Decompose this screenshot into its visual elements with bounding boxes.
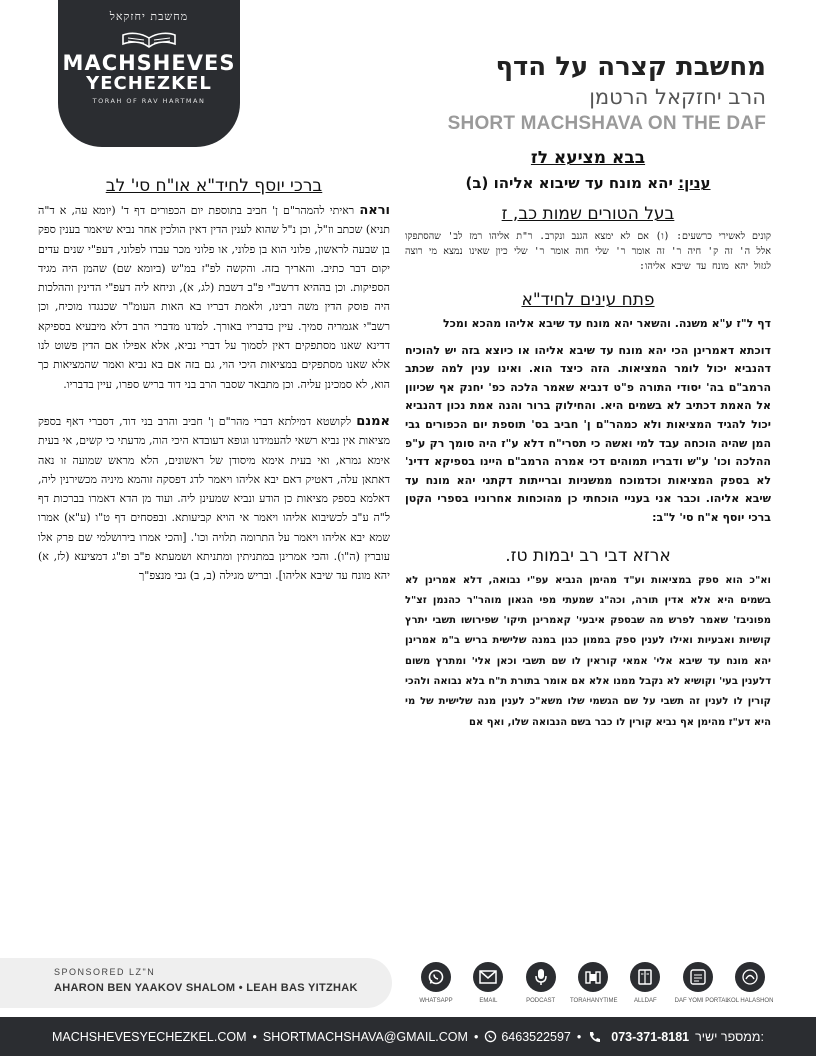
- sponsor-box: [0, 958, 392, 1008]
- hotline-label: :ממספר ישיר: [695, 1029, 764, 1044]
- whatsapp-icon: [484, 1030, 497, 1043]
- inyan-label: ענין:: [678, 174, 711, 192]
- torahanytime-icon: [584, 969, 602, 985]
- email-label: EMAIL: [479, 998, 498, 1004]
- paragraph-1-lead-word: וראה: [359, 203, 390, 218]
- pesach-einayim-body: דוכתא דאמרינן הכי יהא מונח עד שיבא אליהו או כיוצא בזה יש להוכיח דהנביא יכול לומר המציאות. הזה כיצד הוא. ואינו ענין למה שכתב הרמב"ם בה' יסודי התורה פ"ט דנביא שאמר הלכה כפ' יחנק אף שכיוון אל האמת דכתיב לא בשמים היא. והחילוק ברור והנה אמת נכון דהנביא יכול להגיד המציאות ולא כמהר"ם ן' חביב בס' תוספת יום הכפורים גבי המן שהיה הוכחה עבד למי ואשה כי תסרי"ח דלא ע"ז היה סומך רק ע"פ ההלכה וכו' ע"ש ודבריו תמוהים דכי אמרה הרמב"ם היינו בספיקא דדינ' לא בספק המציאות וכדמוכח ממשניות וברייתות דקתני יהא מונח עד שיבא אליהו. וכבר אני בעניי הוכחתי כן מהוכחות אחרוניו בספרי הקטן ברכי יוסף א"ח סי' ל"ב:: [405, 343, 771, 524]
- kol-halashon-link[interactable]: [727, 962, 773, 1004]
- platform-links: [413, 962, 773, 1004]
- alldaf-link[interactable]: [622, 962, 668, 1004]
- logo-hebrew: מחשבת יחזקאל: [109, 10, 189, 23]
- hotline-phone-icon: [587, 1030, 603, 1044]
- daf-title: בבא מציעא לז: [530, 148, 646, 168]
- kol-halashon-label: KOL HALASHON: [726, 998, 774, 1004]
- birkei-yosef-paragraph-2: [38, 412, 390, 586]
- sponsor-names: AHARON BEN YAAKOV SHALOM • LEAH BAS YITZHAK: [54, 982, 358, 994]
- torahanytime-label: TORAHANYTIME: [569, 998, 618, 1004]
- logo-badge: [58, 0, 240, 147]
- separator-dot: •: [252, 1029, 257, 1044]
- paragraph-2-lead-word: אמנם: [356, 413, 391, 429]
- daf-yomi-portal-icon: [689, 968, 707, 986]
- podcast-label: PODCAST: [526, 998, 556, 1004]
- brand-tagline: TORAH OF RAV HARTMAN: [92, 97, 206, 105]
- page-header: [406, 52, 766, 135]
- paragraph-1-text: ראיתי להמהר"ם ן' חביב בתוספת יום הכפורים דף ד' (יומא עה, א ד"ה תניא) שכתב וז"ל, וכן נ"ל שהוא לענין הדין דאין הולכין אחר נביא שיאמר בענין ספק בן שבעה לראשון, פלוני הוא בן פלוני, או פלוני מכר עבדו לפלוני, דעפ"י שנים עדים יקום דבר כתיב. והאריך בזה. והקשה לפ"ז במ"ש (ביומא שם) שהמן היה מגיד הספיקות. וכן בההיא דרשב"י פ"ב דשבת (לג, א), וניחא ליה דעפ"י הדינין וההלכות היה פוסק הדין משה רבינו, ולאמת דבריו בא האות העומ"ר שכנגדו מוכיח, וכן רשב"י אגמריה סמיך. עיין בדבריו באורך. למדנו מדברי הרב דלא מיבעיא בספיקא דדינא שאנו מסתפקים דאין לסמוך על דברי נביא, אלא אפילו אם הדין פשוט לנו אלא שאנו מסתפקים במציאות היכי הוי, גם בזה אם בא נביא ואמר שהמציאות כך הוא, לא סמכינן עליה. וכן מתבאר שסבר הרב בני דוד בריש ספרו, עיין בדבריו.: [38, 204, 390, 391]
- email-icon: [479, 970, 497, 984]
- hotline-number[interactable]: 073-371-8181: [611, 1029, 690, 1044]
- separator-dot: •: [473, 1029, 479, 1044]
- brand-name-line1: MACHSHEVES: [62, 51, 236, 75]
- page-title: מחשבת קצרה על הדף: [495, 52, 766, 82]
- whatsapp-link[interactable]: [413, 962, 459, 1004]
- website-link[interactable]: MACHSHEVESYECHEZKEL.COM: [52, 1029, 247, 1044]
- alldaf-label: ALLDAF: [633, 998, 657, 1004]
- footer-bar: [0, 1017, 816, 1056]
- inyan-text: יהא מונח עד שיבוא אליהו (ב): [465, 174, 673, 192]
- whatsapp-number[interactable]: 6463522597: [501, 1029, 571, 1044]
- brand-name-line2: YECHEZKEL: [86, 73, 212, 94]
- baal-haturim-heading: בעל הטורים שמות כב, ז: [501, 204, 675, 224]
- left-column: [38, 176, 390, 604]
- kol-halashon-icon: [741, 968, 759, 986]
- email-link[interactable]: [465, 962, 511, 1004]
- torahanytime-link[interactable]: [570, 962, 616, 1004]
- baal-haturim-text: קונים לאשירי כרשעים: (ו) אם לא ימצא הגנב ונקרב. ר"ת אליהו רמז לב' שהסתפקו אלל ה' זה ק' חיה ר' זה אומר ר' שלי חוה אומר ר' שלי כיון שאינו נמצא מי רוצה לגזול יהא מונח עד שיבא אליהו:: [405, 231, 771, 272]
- daf-yomi-portal-label: DAF YOMI PORTAL: [674, 998, 729, 1004]
- right-column: [405, 148, 771, 733]
- arza-text: וא"כ הוא ספק במציאות וע"ד מהימן הנביא עפ"י נבואה, דלא אמרינן לא בשמים היא אלא אדין תורה, וכה"ג שמעתי מפי הגאון מוהר"ר כהנמן זצ"ל מפוניבז' שאמר לפרש מה שבספק איבעי' קאמרינן תיקו' שפירושו תשבי יתרץ קושיות ואבעיות ואילו לענין ספק בממון כגון במנה שלישית בריש ב"מ אמרינן יהא מונח עד שיבא אלי' אמאי קוראין לו שם תשבי וכאן אלי' ומתרץ משום דלענין בעי' וקושיא לא נקבל ממנו אלא אם אומר בתורת ת"ח בלא נבואה ולהכי קורין לו לענין זה תשבי על שם הגשמי שלו משא"כ לענין מנה שלישית של מי היא דע"ז מהימן אף נביא קורין לו כבר בשם הנבואה שלו, ואף אם: [405, 574, 771, 728]
- separator-dot: •: [576, 1029, 582, 1044]
- whatsapp-icon: [427, 968, 445, 986]
- podcast-icon: [534, 968, 548, 986]
- pesach-einayim-heading: פתח עינים לחיד"א: [521, 290, 655, 310]
- english-title: SHORT MACHSHAVA ON THE DAF: [447, 113, 766, 134]
- email-address[interactable]: SHORTMACHSHAVA@GMAIL.COM: [262, 1029, 468, 1044]
- sponsor-label: SPONSORED LZ"N: [54, 967, 156, 977]
- author-name: הרב יחזקאל הרטמן: [589, 85, 766, 109]
- inyan-line: [405, 174, 771, 192]
- paragraph-2-text: לקושטא דמילתא דברי מהר"ם ן' חביב והרב בני דוד, דסברי דאף בספק מציאות אין נביא רשאי להעמידנו וגופא דעובדא היכי הוה, מדעתי כי קשים, אי בעית אימא גמרא, ואי בעית אימא מיסודן של ראשונים, הלא מראש שמועה זו נאה דאתאן עלה, דאטיק דאם יבא אליהו ויאמר לדג דפסקה זוהמא מיניה מכשירנין ליה, דאלמא בספק מציאות כן הודע ונביא שמעינן ליה. ועוד מן הדא דאמרו בברכות דף ל"ה ע"ב לכשיבוא אליהו ויאמר אי הויא קביעותא. ובפסחים דף ט"ו (ע"א) אמרו שמא יבא אליהו ויאמר על התרומה תלויה וכו'. [והכי אמרו בירושלמי שם פרק אלו עוברין (ה"ו). והכי אמרינן במתניתין ומתניתא ושמעתא פ"ב ופ"ג דמציעא (לז, א) יהא מונח עד שיבא אליהו]. ובריש מגילה (ב, ב) גבי מנצפ"ך: [38, 414, 390, 583]
- daf-yomi-portal-link[interactable]: [674, 962, 729, 1004]
- pesach-einayim-intro: דף ל"ז ע"א משנה. והשאר יהא מונח עד שיבא אליהו מהכא ומכל: [443, 317, 771, 330]
- arza-heading: ארזא דבי רב יבמות טז.: [505, 545, 671, 566]
- birkei-yosef-heading: ברכי יוסף לחיד"א או"ח סי' לב: [105, 176, 323, 196]
- birkei-yosef-paragraph-1: [38, 201, 390, 394]
- open-book-icon: [119, 31, 179, 49]
- alldaf-icon: [637, 968, 653, 986]
- whatsapp-label: WHATSAPP: [419, 998, 453, 1004]
- podcast-link[interactable]: [518, 962, 564, 1004]
